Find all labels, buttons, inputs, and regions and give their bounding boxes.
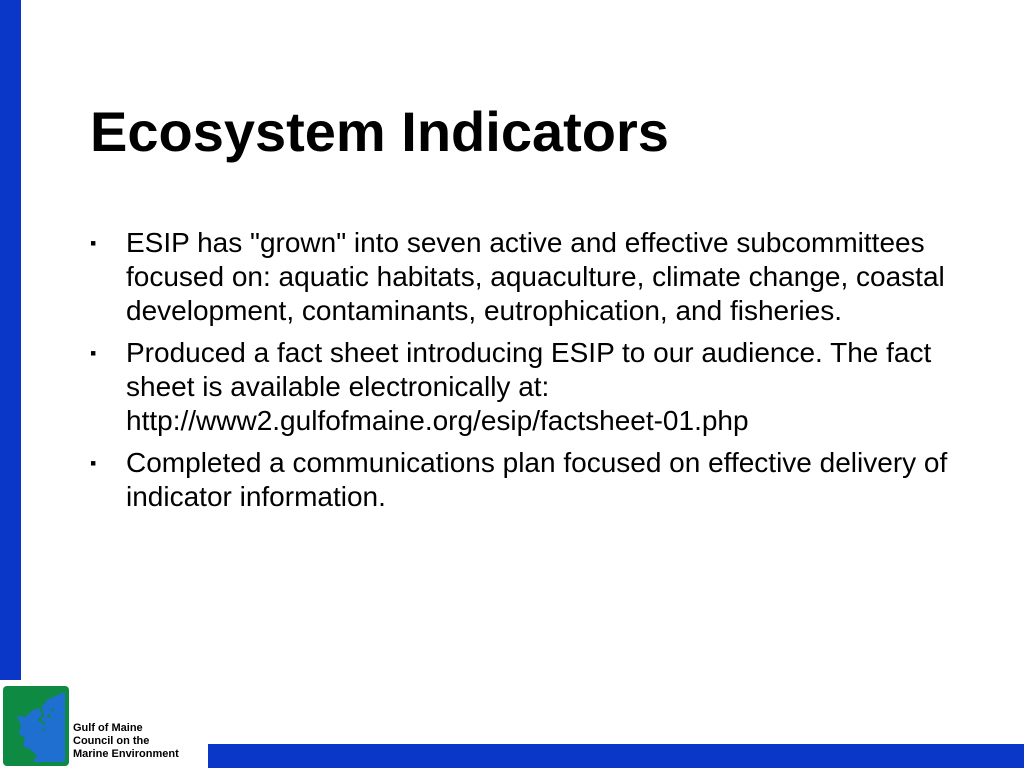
- logo-text: [73, 722, 179, 761]
- logo-line: Gulf of Maine: [73, 722, 143, 734]
- bullet-item: [88, 226, 968, 328]
- square-bullet-icon: ▪: [90, 343, 97, 363]
- bottom-accent-bar: [208, 744, 1024, 768]
- square-bullet-icon: ▪: [90, 233, 97, 253]
- bullet-text: Completed a communications plan focused on effective delivery of indicator information.: [126, 447, 948, 512]
- logo-line: Marine Environment: [73, 748, 179, 760]
- bullet-item: [88, 336, 968, 438]
- bullet-list: [88, 226, 968, 522]
- gulf-of-maine-map-icon: [3, 686, 69, 766]
- square-bullet-icon: ▪: [90, 453, 97, 473]
- bullet-text: Produced a fact sheet introducing ESIP to our audience. The fact sheet is available electronically at: http://www2.gulfofmaine.org/esip/factsheet-01.php: [126, 337, 932, 436]
- slide-title: Ecosystem Indicators: [90, 100, 669, 163]
- logo-line: Council on the: [73, 735, 150, 747]
- bullet-item: [88, 446, 968, 514]
- organization-logo: [3, 686, 203, 766]
- left-accent-bar: [0, 0, 21, 680]
- bullet-text: ESIP has "grown" into seven active and effective subcommittees focused on: aquatic habitats, aquaculture, climate change, coastal development, contaminants, eutrophication, and fisheries.: [126, 227, 945, 326]
